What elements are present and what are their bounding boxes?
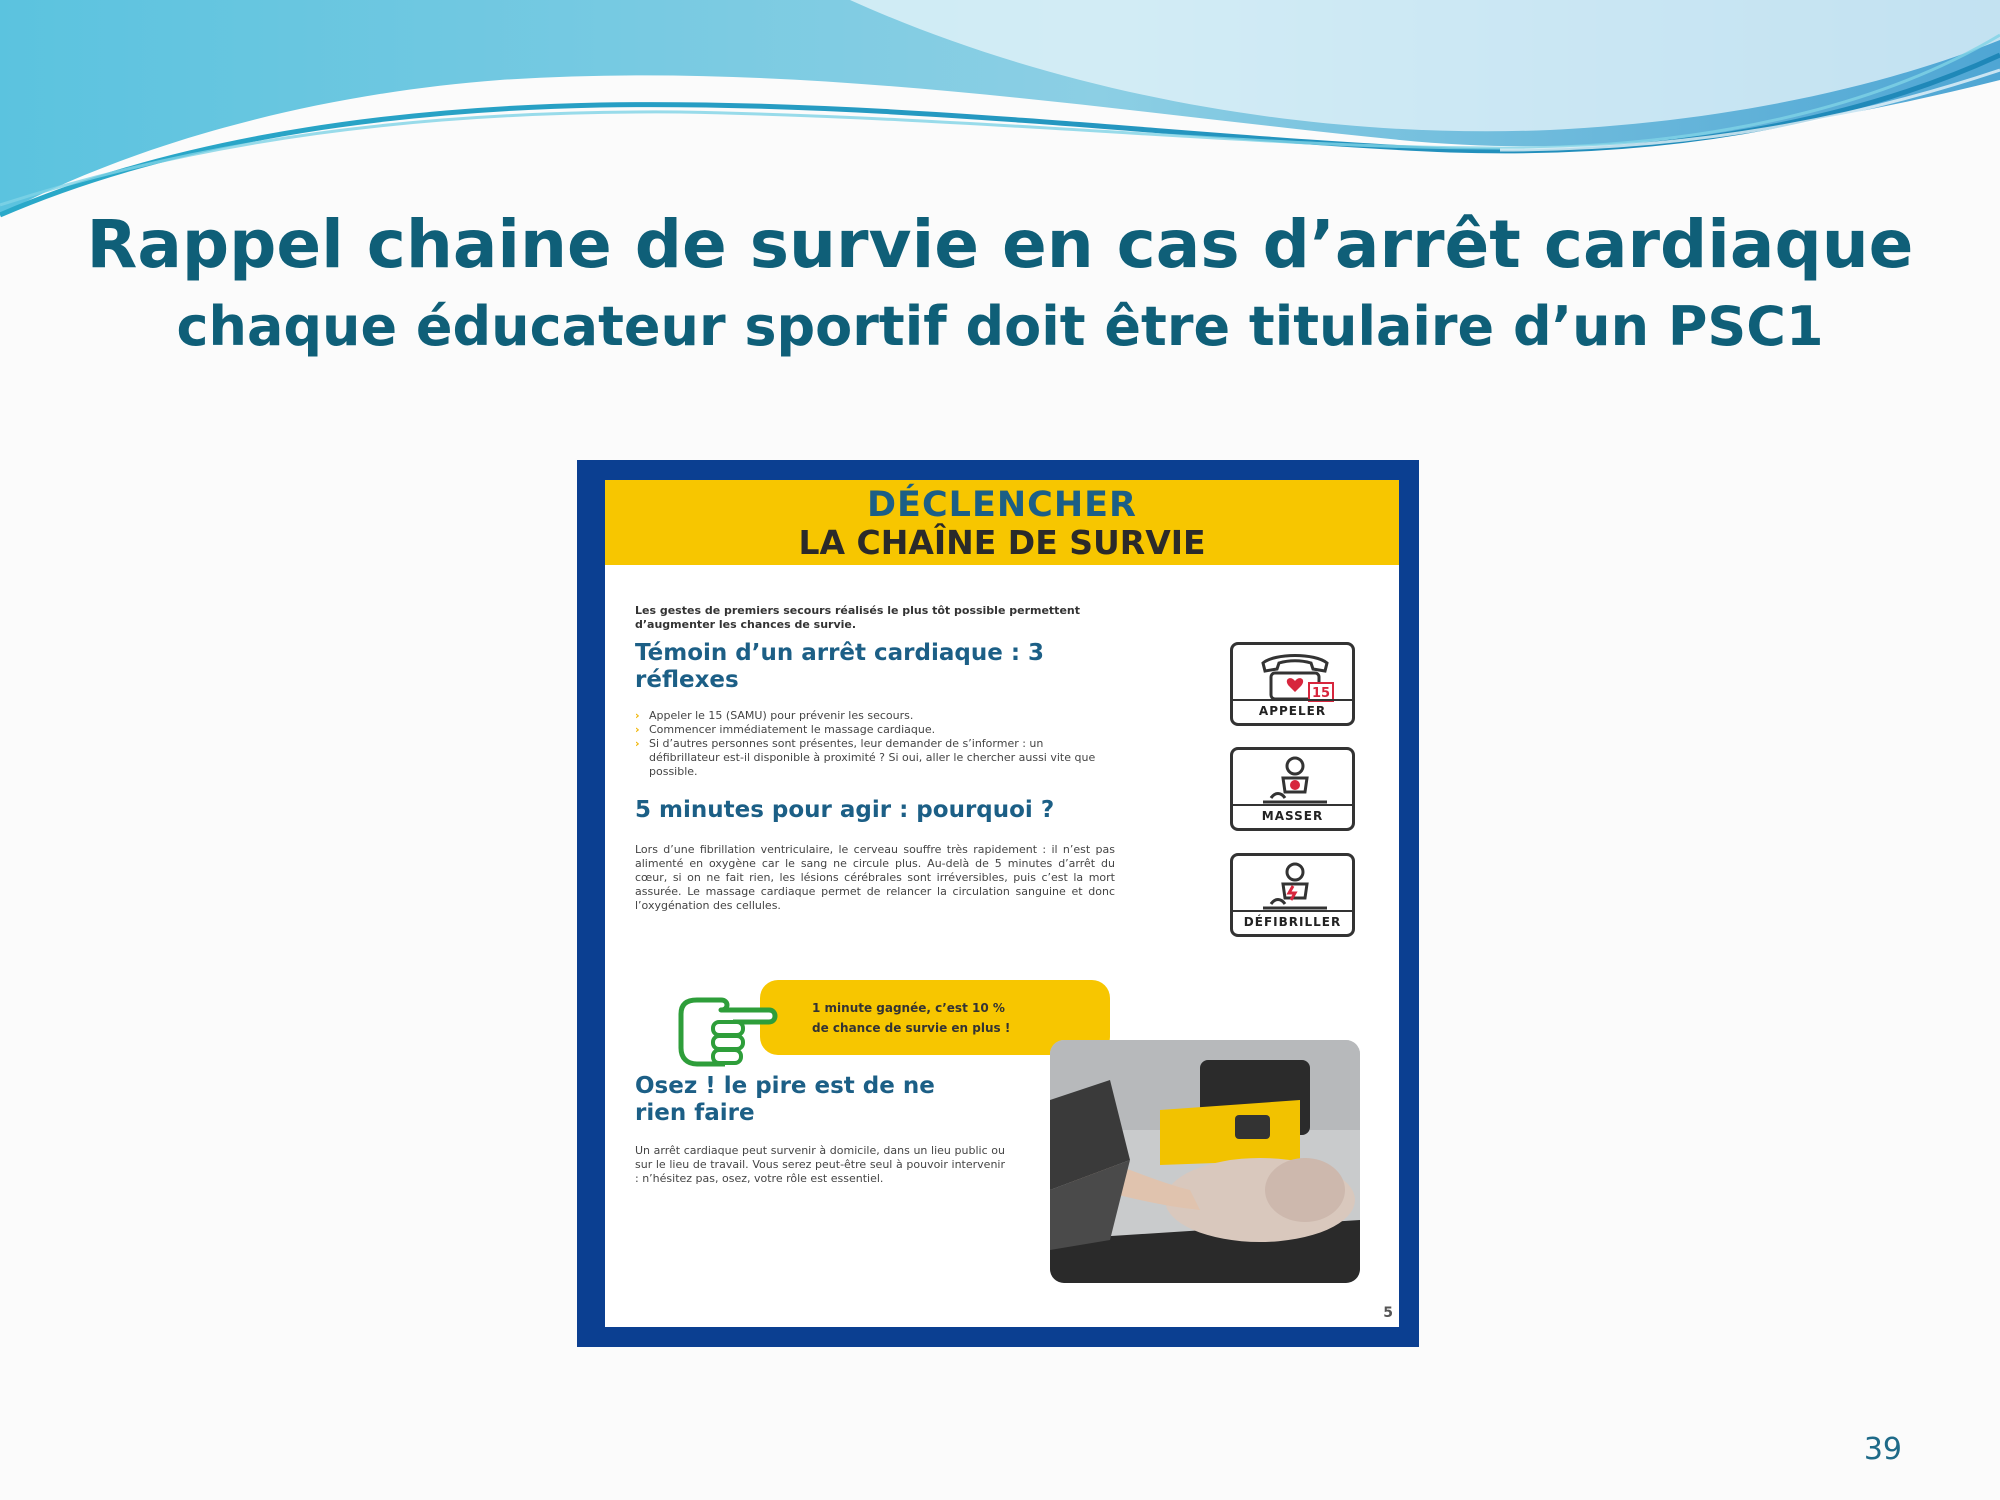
poster-page-number: 5 (1383, 1305, 1393, 1321)
slide-number: 39 (1863, 1432, 1902, 1467)
list-item: › Si d’autres personnes sont présentes, leur demander de s’informer : un défibrillateur est-il disponible à proximité ? Si oui, aller le chercher aussi vite que possible. (635, 737, 1096, 778)
section-text-five-minutes: Lors d’une fibrillation ventriculaire, le cerveau souffre très rapidement : il n’est pas alimenté en oxygène car le sang ne circule plus. Au-delà de 5 minutes d’arrêt du cœur, si on ne fait rien, les lésions cérébrales sont irréversibles, puis c’est la mort assurée. Le massage cardiaque permet de relancer la circulation sanguine et donc l’oxygénation des cellules. (635, 843, 1115, 912)
reflex-text: Commencer immédiatement le massage cardiaque. (649, 723, 936, 736)
action-label-call: APPELER (1233, 699, 1352, 723)
defibrillator-photo (1050, 1040, 1360, 1283)
callout-text (812, 998, 1102, 1038)
reflex-list (635, 709, 1115, 779)
callout-line-2: de chance de survie en plus ! (812, 1021, 1011, 1035)
defibrillator-icon (1255, 860, 1335, 914)
header-wave-decoration (0, 0, 2000, 240)
poster-banner (605, 480, 1399, 565)
section-title-dare: Osez ! le pire est de ne rien faire (635, 1073, 935, 1126)
cpr-icon (1255, 754, 1335, 808)
banner-title-line2: LA CHAÎNE DE SURVIE (798, 523, 1206, 562)
list-item: › Commencer immédiatement le massage cardiaque. (635, 723, 936, 736)
phone-number-label: 15 (1311, 686, 1331, 701)
pointing-hand-icon (673, 992, 783, 1072)
poster-image (577, 460, 1419, 1347)
action-card-defibrillate (1230, 853, 1355, 937)
poster-intro: Les gestes de premiers secours réalisés le plus tôt possible permettent d’augmenter les chances de survie. (635, 604, 1080, 631)
slide-title-block (0, 205, 2000, 361)
action-card-massage (1230, 747, 1355, 831)
section-title-five-minutes: 5 minutes pour agir : pourquoi ? (635, 797, 1055, 823)
reflex-text: Appeler le 15 (SAMU) pour prévenir les secours. (649, 709, 914, 722)
reflex-text: Si d’autres personnes sont présentes, leur demander de s’informer : un défibrillateur est-il disponible à proximité ? Si oui, aller le chercher aussi vite que possible. (649, 737, 1096, 778)
action-card-call (1230, 642, 1355, 726)
slide-subtitle: chaque éducateur sportif doit être titulaire d’un PSC1 (176, 295, 1824, 358)
banner-title-line1: DÉCLENCHER (867, 485, 1137, 525)
poster-content (605, 480, 1399, 1327)
phone-icon (1255, 649, 1335, 703)
section-title-reflexes: Témoin d’un arrêt cardiaque : 3 réflexes (635, 640, 1045, 693)
callout-line-1: 1 minute gagnée, c’est 10 % (812, 1001, 1005, 1015)
action-label-defibrillate: DÉFIBRILLER (1233, 910, 1352, 934)
action-label-massage: MASSER (1233, 804, 1352, 828)
list-item: › Appeler le 15 (SAMU) pour prévenir les secours. (635, 709, 914, 722)
slide-title: Rappel chaine de survie en cas d’arrêt cardiaque (86, 206, 1914, 283)
section-text-dare: Un arrêt cardiaque peut survenir à domicile, dans un lieu public ou sur le lieu de travail. Vous serez peut-être seul à pouvoir intervenir : n’hésitez pas, osez, votre rôle est essentiel. (635, 1144, 1005, 1185)
